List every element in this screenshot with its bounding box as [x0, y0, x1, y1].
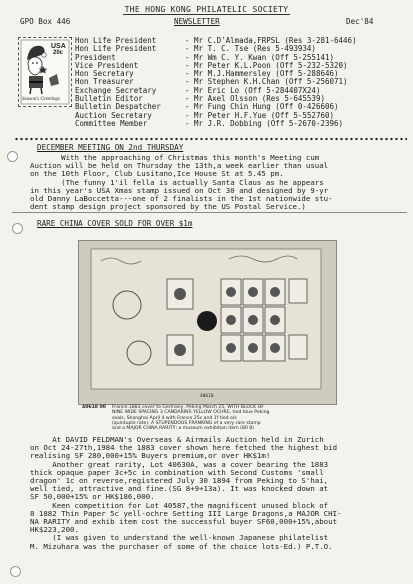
officer-name: - Mr M.J.Hammersley (Off 5-288646) [185, 70, 339, 79]
po-box: GPO Box 446 [20, 17, 71, 26]
officers-list [75, 37, 410, 128]
cover-photo [78, 240, 337, 405]
officer-name: - Mr C.D'Almada,FRPSL (Res 3-281-6446) [185, 37, 357, 45]
meeting-line: (The funny 1'il fella is actually Santa Claus as he appears [30, 177, 324, 187]
rare-line: (I was given to understand the well-known Japanese philatelist [30, 533, 329, 543]
officer-name: - Mr Eric Lo (Off 5-284407X24) [185, 86, 321, 95]
officer-name: - Mr Fung Chin Hung (Off 0-426606) [185, 103, 339, 112]
officer-row [75, 45, 410, 53]
rare-line: SF 50,000+15% or HK$186,000. [30, 492, 155, 502]
issue-date: Dec'84 [346, 17, 374, 26]
rare-line: on Oct 24-27th,1984 the 1883 cover shown here fetched the highest bid [30, 443, 338, 453]
meeting-heading: DECEMBER MEETING ON 2nd THURSDAY [37, 143, 184, 152]
punch-hole [7, 151, 18, 162]
officer-name: - Mr Wm C. Y. Kwan (Off 5-255141) [185, 53, 335, 62]
stamp-value: 20c [53, 50, 64, 56]
officer-name: - Mr J.R. Dobbing (Off 5-2670-2396) [185, 119, 344, 128]
officer-role: Hon Secretary [75, 69, 134, 79]
rare-text [30, 436, 341, 551]
meeting-line: Auction will be held on Thursday the 13th,a week earlier than usual [30, 161, 329, 171]
rare-line: realising SF 280,000+15% Buyers premium,or over HK$1m! [30, 451, 271, 461]
rare-line: Keen competition for Lot 40587,the magnificent unused block of [30, 500, 329, 510]
newsletter-label: NEWSLETTER [174, 17, 220, 26]
officer-role: Committee Member [75, 118, 148, 128]
rare-line: NA RARITY and exhib item cost the successful buyer SF60,000+15%,about [30, 517, 338, 527]
rare-line: 8 1882 Thin Paper 5c yell-ochre Setting III Large Dragons,a MAJOR CHI- [30, 508, 342, 518]
officer-role: Auction Secretary [75, 110, 152, 120]
officer-role: Vice President [75, 60, 139, 70]
rare-line: well tied, attractive and fine.(SG 8+9+13a). It was knocked down at [30, 484, 329, 494]
officer-name: - Mr Stephen K.H.Chan (Off 5-256071) [185, 78, 348, 87]
officer-name: - Mr Axel Olsson (Res 5-645539) [185, 95, 325, 104]
rare-line: dragon' 1c on reverse,registered July 30 1894 from Peking to S'hai, [30, 476, 329, 486]
officer-name: - Mr T. C. Tse (Res 5-493934) [185, 45, 316, 54]
officer-name: - Mr Peter H.F.Yue (Off 5-552760) [185, 111, 335, 120]
meeting-line: on the 10th Floor, Club Lusitano,Ice House St at 5.45 pm. [30, 169, 284, 179]
lot-number: 40618 00 [82, 405, 106, 410]
christmas-stamp [18, 37, 72, 107]
punch-hole [10, 566, 21, 577]
officer-role: President [75, 52, 116, 62]
officer-role: Bulletin Despatcher [75, 102, 161, 112]
stamp-greeting: Season's Greetings [22, 97, 60, 102]
officer-role: Hon Life President [75, 44, 157, 54]
envelope-image [79, 241, 336, 404]
officer-role: Hon Life President [75, 36, 157, 45]
meeting-line: in this year's USA Xmas stamp issued on Oct 30 and designed by 9-yr [30, 185, 329, 195]
rare-line: HK$223,200. [30, 525, 79, 535]
officer-name: - Mr Peter K.L.Poon (Off 5-232-5320) [185, 61, 348, 70]
stamp-country: USA [51, 43, 66, 50]
rare-heading: RARE CHINA COVER SOLD FOR OVER $1m [37, 219, 193, 228]
rare-line: M. Mizuhara was the purchaser of some of the choice lots-Ed.) P.T.O. [30, 541, 333, 551]
meeting-line: old Danny LaBoccetta---one of 2 finalists in the 1st nationwide stu- [30, 194, 333, 204]
society-title: THE HONG KONG PHILATELIC SOCIETY [124, 5, 289, 14]
meeting-line: dent stamp design project sponsored by the US Postal Service.) [30, 202, 306, 212]
dotted-divider [14, 137, 407, 141]
officer-role: Exchange Secretary [75, 85, 157, 95]
rare-line: At DAVID FELDMAN's Overseas & Airmails Auction held in Zurich [30, 435, 324, 444]
officer-row [75, 120, 410, 128]
photo-number: 40618 [200, 394, 214, 399]
rare-line: thick opaque paper 3c+5c in combination with Second Customs 'small [30, 467, 324, 477]
meeting-text [30, 154, 333, 211]
rare-line: Another great rarity, Lot 40630A, was a cover bearing the 1883 [30, 459, 329, 469]
punch-hole [12, 223, 23, 234]
caption-text: France:1883 cover to Germany, Peking March 25, WITH BLOCK OF NINE WIDE SPACING 3 CANDARINS YELLOW OCHRE, tied blue Peking seals, Shanghai April 4 with France 25c and 1f tied o/s (quintuple rate). A STUPENDOUS FRANKING of a very rare stamp and a MAJOR CHINA RARITY; a museum exhibition item (80 8) [112, 405, 270, 432]
meeting-line: With the approaching of Christmas this month's Meeting cum [30, 153, 320, 162]
divider [12, 212, 407, 213]
officer-role: Hon Treasurer [75, 77, 134, 87]
officer-role: Bulletin Editor [75, 94, 143, 104]
